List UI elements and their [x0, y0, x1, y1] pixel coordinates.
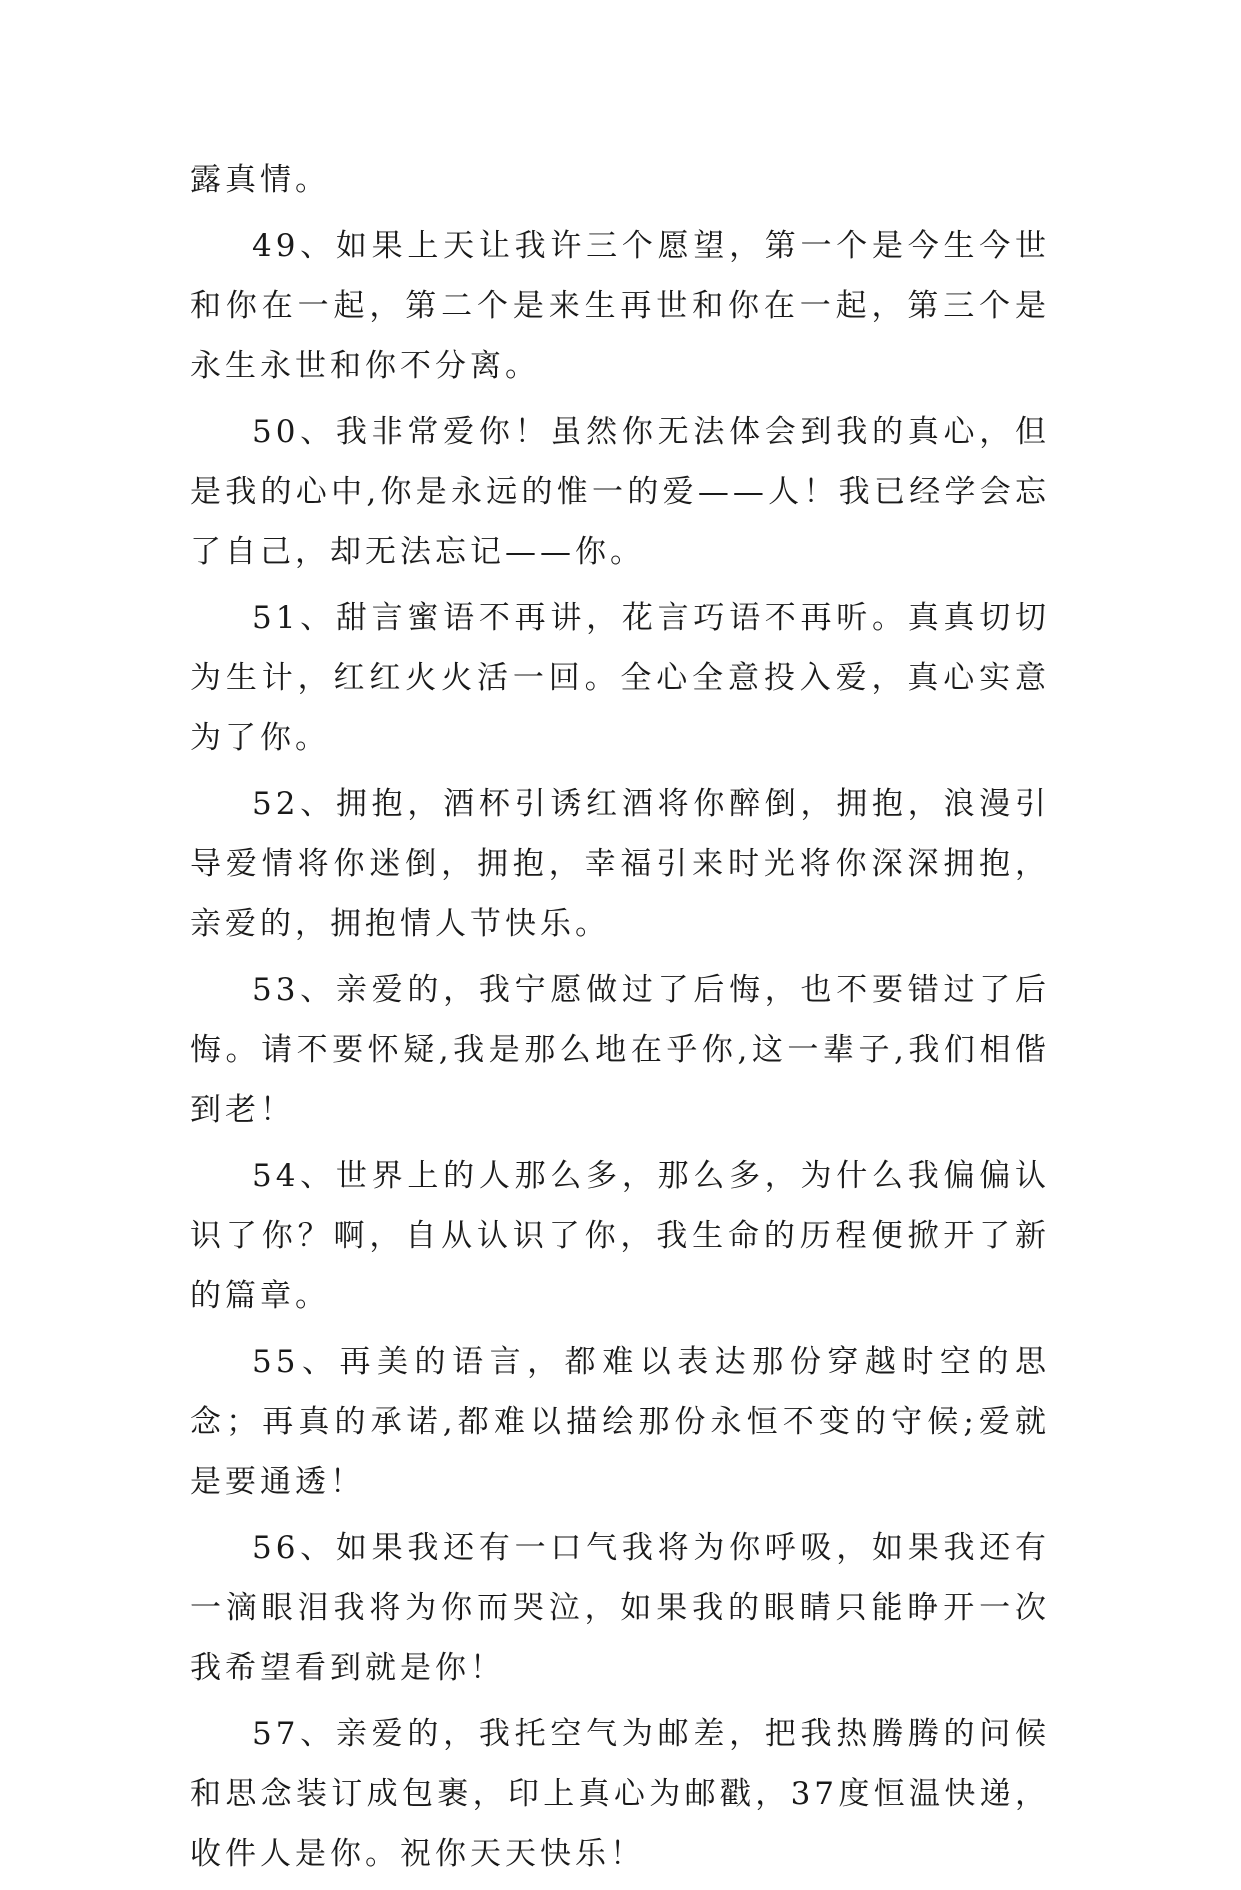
paragraph-50: 50、我非常爱你！虽然你无法体会到我的真心，但是我的心中,你是永远的惟一的爱——人！我已经学会忘了自己，却无法忘记——你。	[190, 414, 1050, 570]
paragraph-54: 54、世界上的人那么多，那么多，为什么我偏偏认识了你？啊，自从认识了你，我生命的历程便掀开了新的篇章。	[190, 1158, 1050, 1314]
paragraph-49: 49、如果上天让我许三个愿望，第一个是今生今世和你在一起，第二个是来生再世和你在一起，第三个是永生永世和你不分离。	[190, 228, 1050, 384]
paragraph-56: 56、如果我还有一口气我将为你呼吸，如果我还有一滴眼泪我将为你而哭泣，如果我的眼睛只能睁开一次我希望看到就是你！	[190, 1530, 1050, 1686]
paragraph-continuation: 露真情。	[190, 162, 330, 198]
paragraph-52: 52、拥抱，酒杯引诱红酒将你醉倒，拥抱，浪漫引导爱情将你迷倒，拥抱，幸福引来时光将你深深拥抱，亲爱的，拥抱情人节快乐。	[190, 786, 1050, 942]
document-body	[190, 150, 1050, 1890]
paragraph-57: 57、亲爱的，我托空气为邮差，把我热腾腾的问候和思念装订成包裹，印上真心为邮戳，37度恒温快递，收件人是你。祝你天天快乐！	[190, 1716, 1050, 1872]
paragraph-51: 51、甜言蜜语不再讲，花言巧语不再听。真真切切为生计，红红火火活一回。全心全意投入爱，真心实意为了你。	[190, 600, 1050, 756]
paragraph-53: 53、亲爱的，我宁愿做过了后悔，也不要错过了后悔。请不要怀疑,我是那么地在乎你,这一辈子,我们相偕到老！	[190, 972, 1050, 1128]
paragraph-55: 55、再美的语言，都难以表达那份穿越时空的思念；再真的承诺,都难以描绘那份永恒不变的守候;爱就是要通透！	[190, 1344, 1050, 1500]
